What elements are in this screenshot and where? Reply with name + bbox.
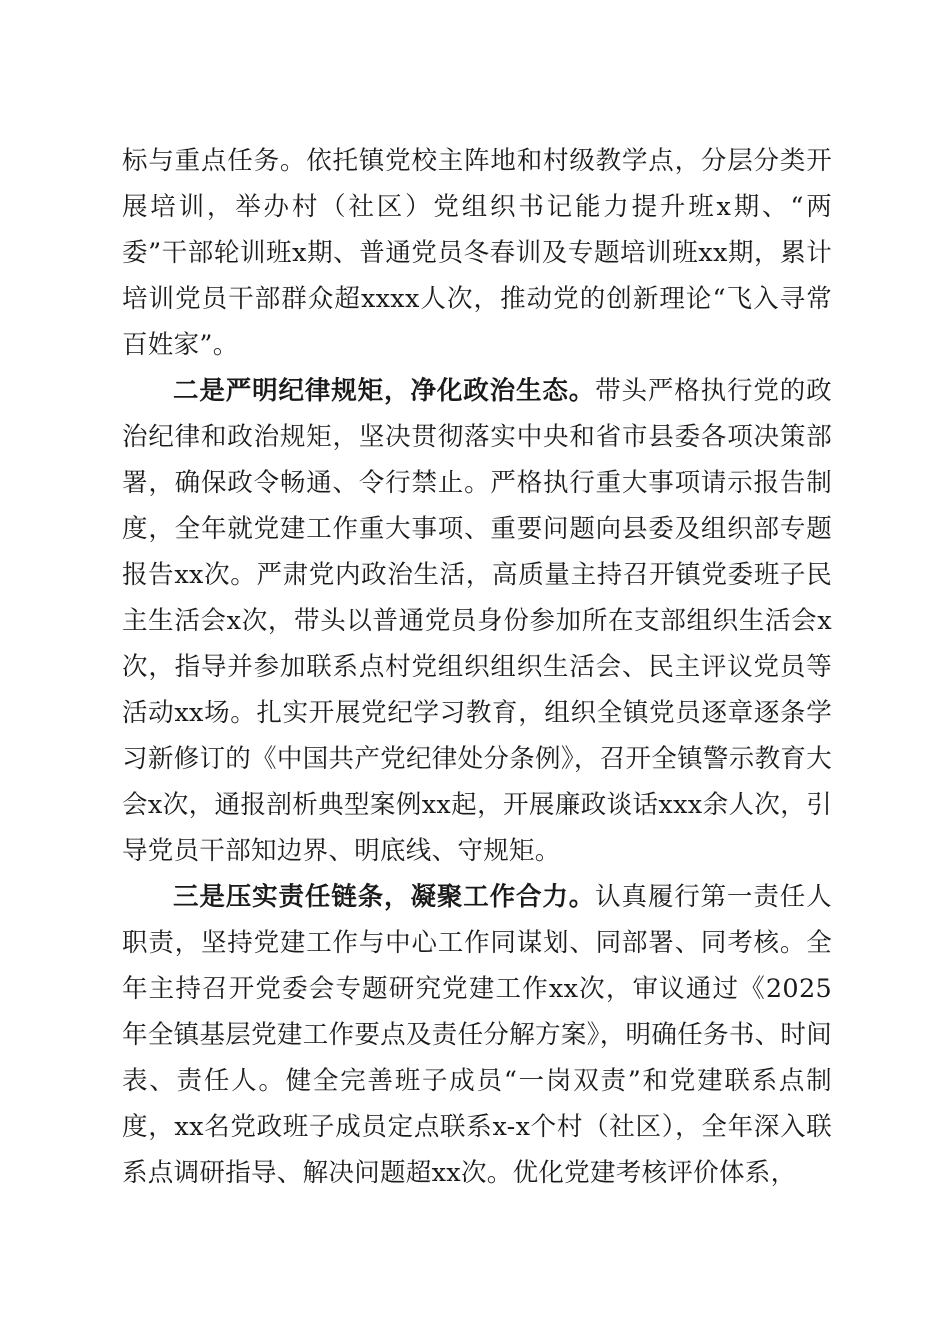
paragraph-continuation xyxy=(122,138,832,368)
paragraph-text: 带头严格执行党的政治纪律和政治规矩，坚决贯彻落实中央和省市县委各项决策部署，确保政令畅通、令行禁止。严格执行重大事项请示报告制度，全年就党建工作重大事项、重要问题向县委及组织部专题报告xx次。严肃党内政治生活，高质量主持召开镇党委班子民主生活会x次，带头以普通党员身份参加所在支部组织生活会x次，指导并参加联系点村党组织组织生活会、民主评议党员等活动xx场。扎实开展党纪学习教育，组织全镇党员逐章逐条学习新修订的《中国共产党纪律处分条例》，召开全镇警示教育大会x次，通报剖析典型案例xx起，开展廉政谈话xxx余人次，引导党员干部知边界、明底线、守规矩。 xyxy=(122,376,832,866)
paragraph-responsibility xyxy=(122,874,832,1196)
paragraph-heading: 三是压实责任链条，凝聚工作合力。 xyxy=(173,882,596,912)
paragraph-text: 标与重点任务。依托镇党校主阵地和村级教学点，分层分类开展培训，举办村（社区）党组织书记能力提升班x期、“两委”干部轮训班x期、普通党员冬春训及专题培训班xx期，累计培训党员干部群众超xxxx人次，推动党的创新理论“飞入寻常百姓家”。 xyxy=(122,146,832,360)
document-body xyxy=(122,138,832,1196)
paragraph-discipline xyxy=(122,368,832,874)
paragraph-text: 认真履行第一责任人职责，坚持党建工作与中心工作同谋划、同部署、同考核。全年主持召开党委会专题研究党建工作xx次，审议通过《2025年全镇基层党建工作要点及责任分解方案》，明确任务书、时间表、责任人。健全完善班子成员“一岗双责”和党建联系点制度，xx名党政班子成员定点联系x-x个村（社区），全年深入联系点调研指导、解决问题超xx次。优化党建考核评价体系， xyxy=(122,882,832,1188)
paragraph-heading: 二是严明纪律规矩，净化政治生态。 xyxy=(173,376,596,406)
